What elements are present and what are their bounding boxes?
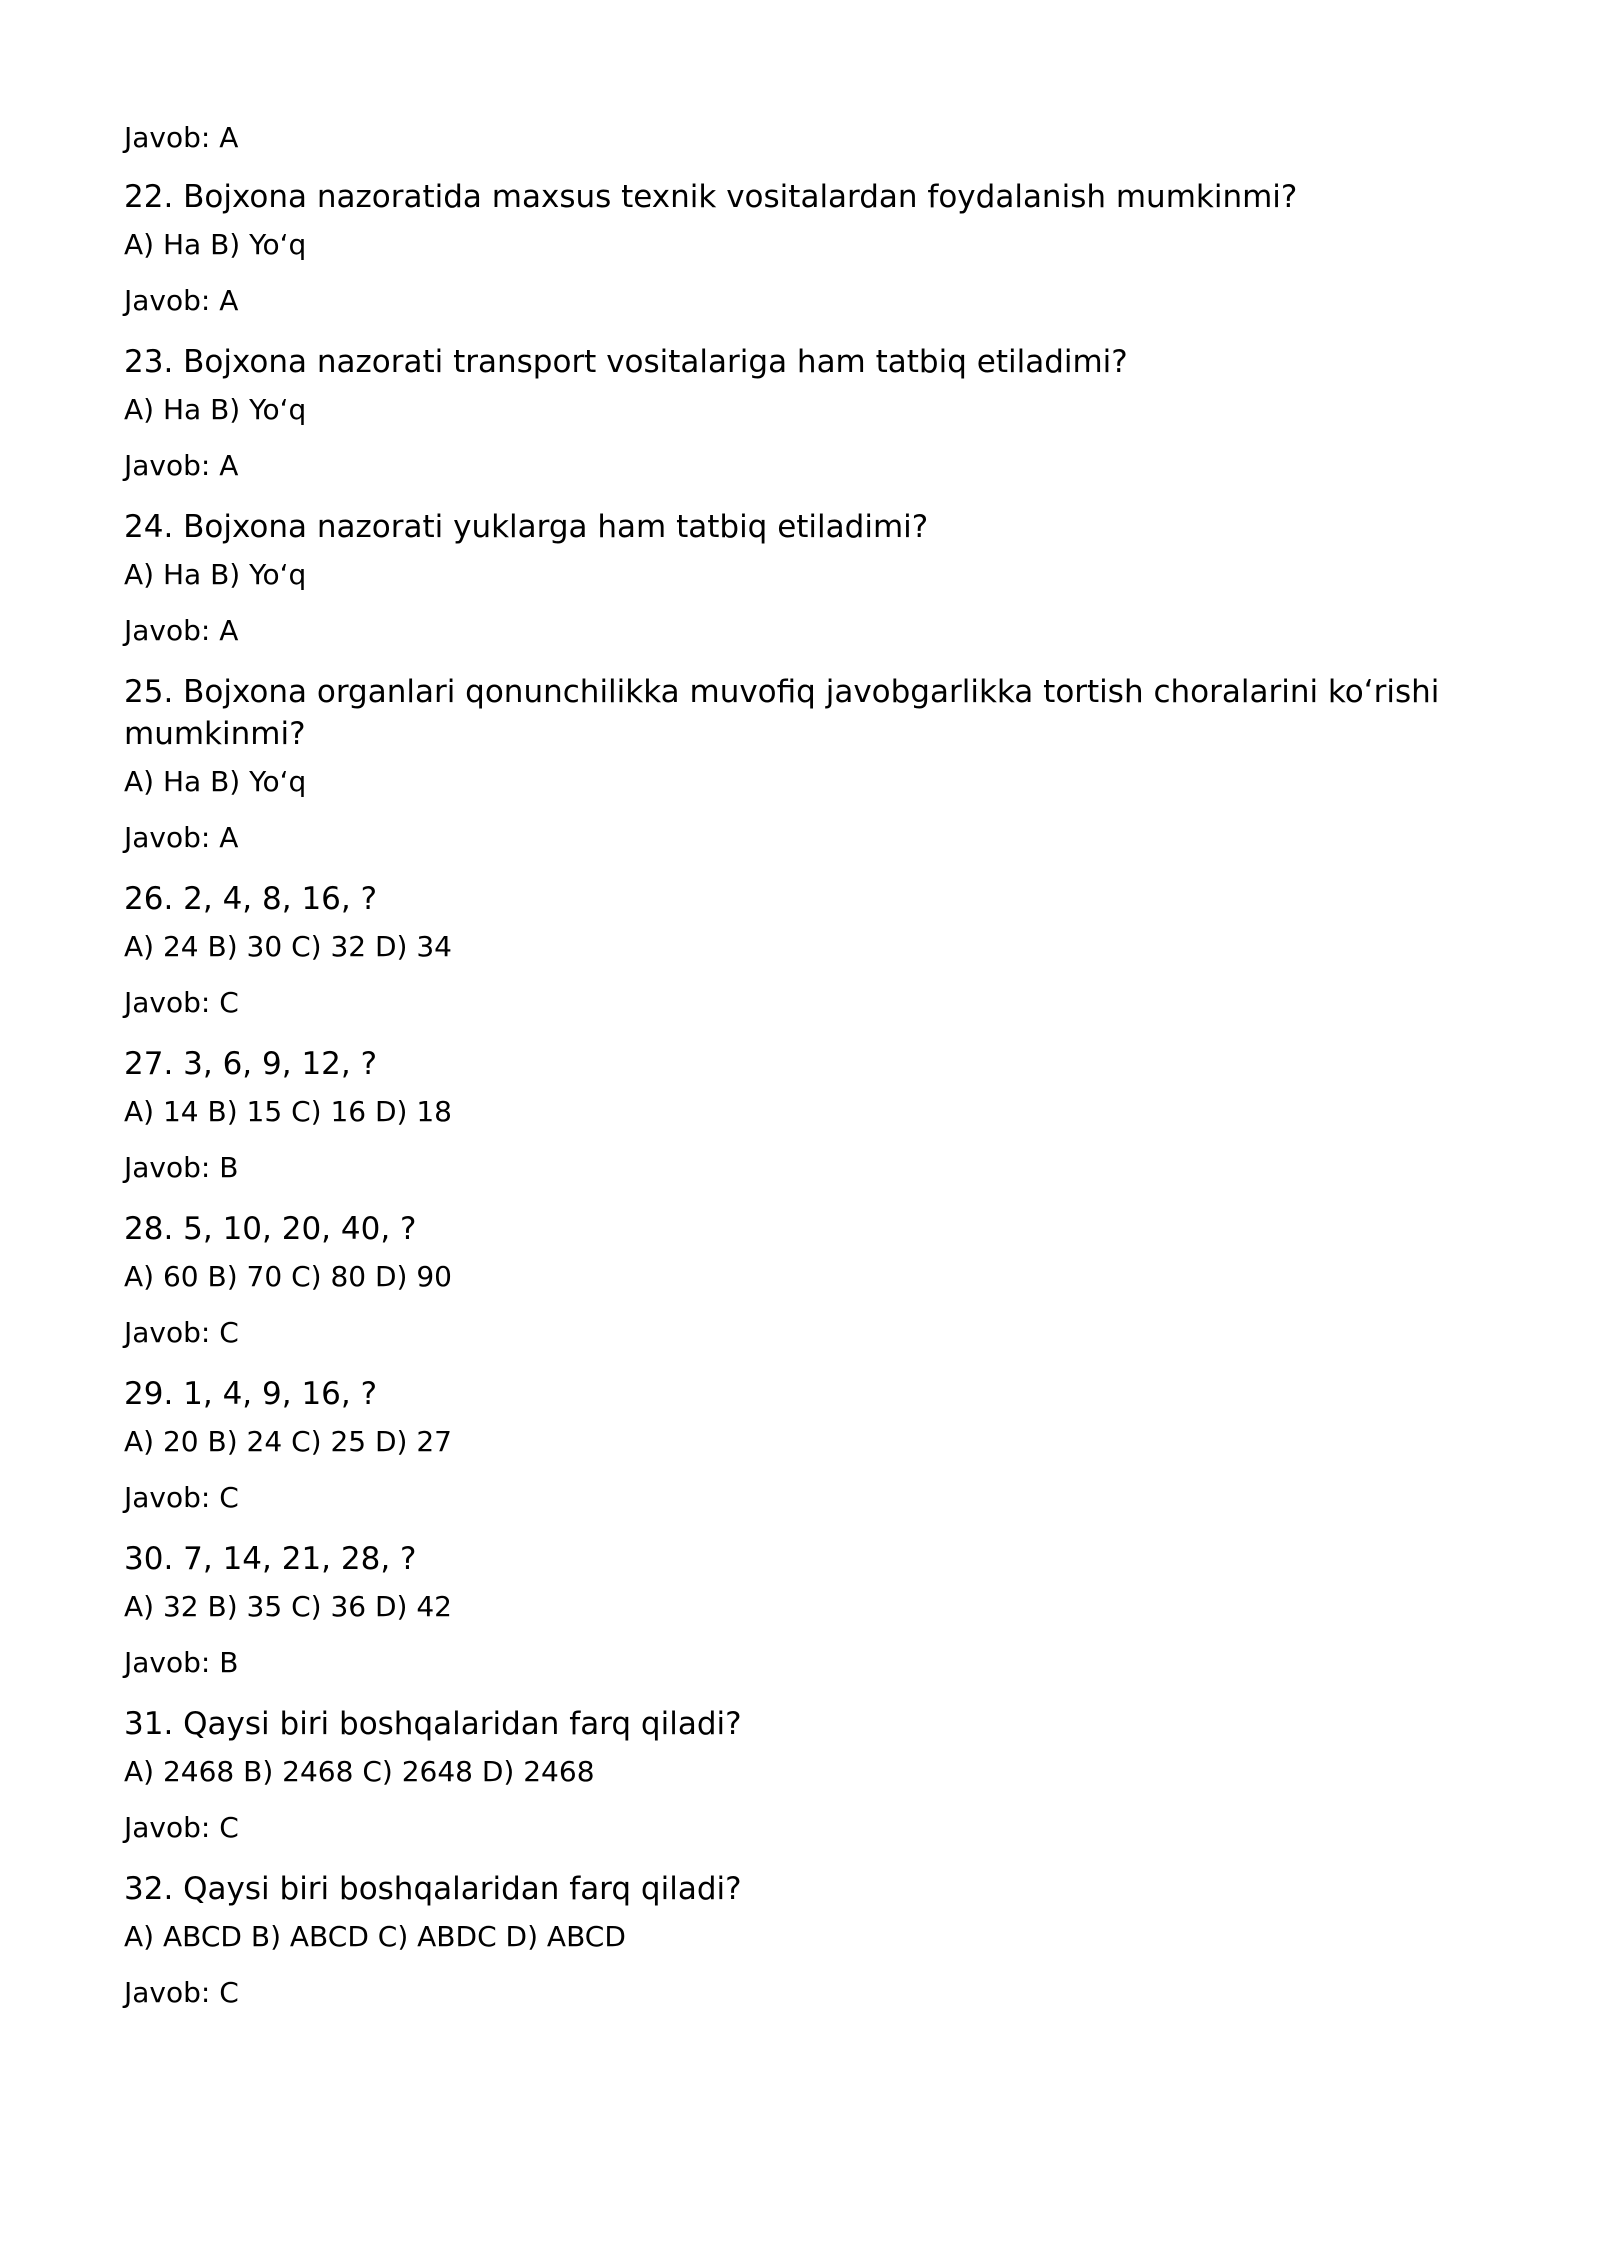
question-options: A) 24 B) 30 C) 32 D) 34 bbox=[124, 930, 452, 963]
question-options: A) Ha B) Yo‘q bbox=[124, 393, 307, 426]
question-text: 26. 2, 4, 8, 16, ? bbox=[124, 881, 378, 917]
question-text: 29. 1, 4, 9, 16, ? bbox=[124, 1376, 378, 1412]
question-text: 22. Bojxona nazoratida maxsus texnik vositalardan foydalanish mumkinmi? bbox=[124, 179, 1298, 215]
question-23 bbox=[124, 341, 1464, 484]
question-text: 23. Bojxona nazorati transport vositalariga ham tatbiq etiladimi? bbox=[124, 344, 1128, 380]
question-31 bbox=[124, 1703, 1464, 1846]
question-options: A) 14 B) 15 C) 16 D) 18 bbox=[124, 1095, 452, 1128]
question-text: 24. Bojxona nazorati yuklarga ham tatbiq etiladimi? bbox=[124, 509, 929, 545]
previous-answer: Javob: A bbox=[124, 121, 239, 154]
question-options: A) Ha B) Yo‘q bbox=[124, 228, 307, 261]
question-answer: Javob: C bbox=[124, 986, 239, 1019]
question-options: A) Ha B) Yo‘q bbox=[124, 765, 307, 798]
question-answer: Javob: C bbox=[124, 1976, 239, 2009]
document-page bbox=[124, 120, 1464, 2033]
question-answer: Javob: A bbox=[124, 614, 239, 647]
question-options: A) Ha B) Yo‘q bbox=[124, 558, 307, 591]
question-answer: Javob: B bbox=[124, 1646, 239, 1679]
question-32 bbox=[124, 1868, 1464, 2011]
question-26 bbox=[124, 878, 1464, 1021]
question-answer: Javob: A bbox=[124, 449, 239, 482]
question-options: A) 20 B) 24 C) 25 D) 27 bbox=[124, 1425, 452, 1458]
question-answer: Javob: C bbox=[124, 1481, 239, 1514]
question-options: A) ABCD B) ABCD C) ABDC D) ABCD bbox=[124, 1920, 626, 1953]
question-text: 31. Qaysi biri boshqalaridan farq qiladi? bbox=[124, 1706, 742, 1742]
question-30 bbox=[124, 1538, 1464, 1681]
question-options: A) 2468 B) 2468 C) 2648 D) 2468 bbox=[124, 1755, 595, 1788]
question-27 bbox=[124, 1043, 1464, 1186]
question-text: 30. 7, 14, 21, 28, ? bbox=[124, 1541, 417, 1577]
question-text: 28. 5, 10, 20, 40, ? bbox=[124, 1211, 417, 1247]
question-text: 32. Qaysi biri boshqalaridan farq qiladi? bbox=[124, 1871, 742, 1907]
question-text: 25. Bojxona organlari qonunchilikka muvofiq javobgarlikka tortish choralarini ko‘rishi mumkinmi? bbox=[124, 674, 1440, 752]
question-answer: Javob: C bbox=[124, 1316, 239, 1349]
question-options: A) 32 B) 35 C) 36 D) 42 bbox=[124, 1590, 452, 1623]
question-answer: Javob: A bbox=[124, 284, 239, 317]
question-answer: Javob: A bbox=[124, 821, 239, 854]
question-answer: Javob: C bbox=[124, 1811, 239, 1844]
question-29 bbox=[124, 1373, 1464, 1516]
question-28 bbox=[124, 1208, 1464, 1351]
question-text: 27. 3, 6, 9, 12, ? bbox=[124, 1046, 378, 1082]
question-22 bbox=[124, 176, 1464, 319]
question-options: A) 60 B) 70 C) 80 D) 90 bbox=[124, 1260, 452, 1293]
question-answer: Javob: B bbox=[124, 1151, 239, 1184]
question-25 bbox=[124, 671, 1464, 856]
question-24 bbox=[124, 506, 1464, 649]
